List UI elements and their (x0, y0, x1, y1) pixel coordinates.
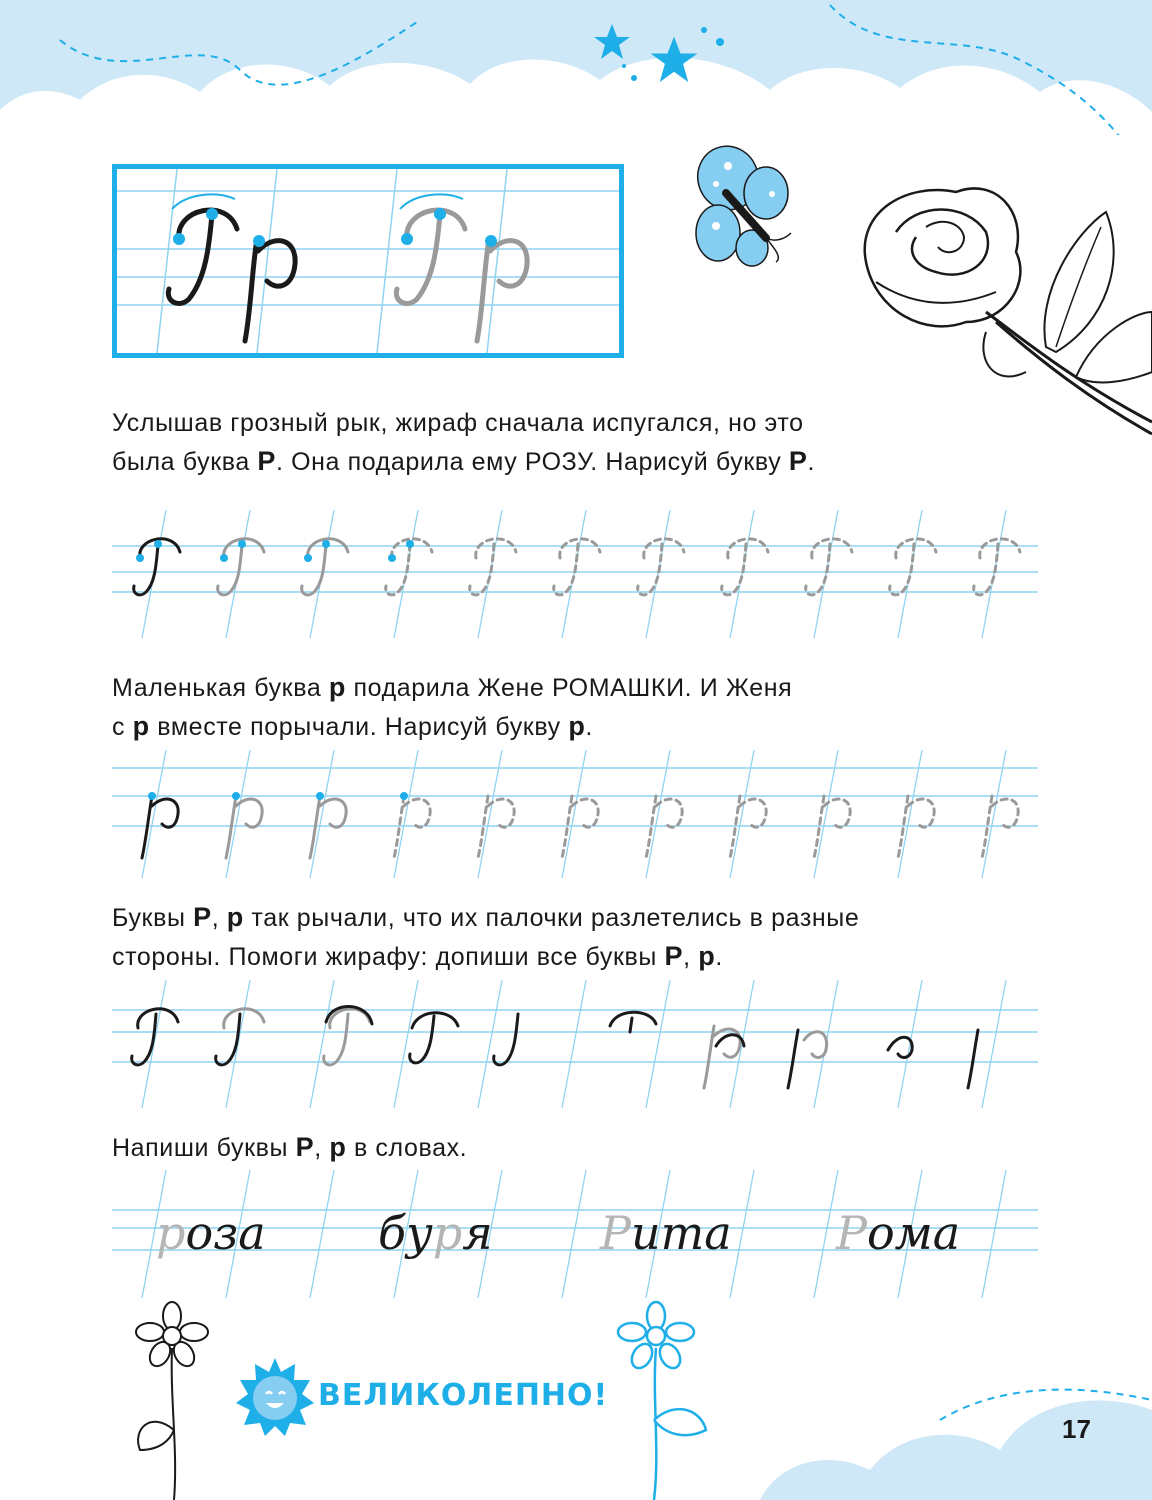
start-dot (232, 792, 240, 800)
words-line[interactable] (112, 1170, 1038, 1300)
praise-text: ВЕЛИКОЛЕПНО! (318, 1378, 609, 1413)
bold-letter: р (329, 1132, 347, 1162)
instruction-text: , (211, 904, 227, 932)
slant-line (646, 750, 670, 878)
slant-line (478, 750, 502, 878)
page-number: 17 (1062, 1414, 1091, 1444)
bold-letter: р (328, 672, 346, 702)
broken-letter-stroke (132, 1009, 178, 1065)
bold-letter: Р (257, 446, 276, 476)
slant-line (814, 510, 838, 638)
start-dot (304, 554, 312, 562)
traced-letter: Р (836, 1206, 867, 1260)
slant-line (562, 750, 586, 878)
slant-line (814, 1170, 838, 1298)
slant-line (982, 750, 1006, 878)
letter-sample-drawing (117, 169, 619, 353)
written-letters: я (462, 1206, 493, 1260)
bold-letter: р (698, 941, 716, 971)
slant-line (730, 510, 754, 638)
slant-line (226, 980, 250, 1108)
slant-line (142, 980, 166, 1108)
instruction-2 (112, 668, 792, 746)
word-burya (378, 1206, 493, 1260)
written-letters: оза (185, 1206, 266, 1260)
sun-icon (236, 1358, 314, 1436)
slant-line (394, 750, 418, 878)
slant-line (730, 1170, 754, 1298)
butterfly-icon (676, 138, 806, 273)
instruction-3 (112, 898, 859, 976)
start-dot (154, 540, 162, 548)
instruction-text: . (807, 448, 816, 476)
bold-letter: Р (788, 446, 808, 476)
start-dot (136, 554, 144, 562)
trace-letter-capital (890, 539, 936, 595)
slant-line (310, 750, 334, 878)
bottom-cloud (760, 1370, 1152, 1500)
bold-letter: Р (295, 1132, 315, 1162)
trace-letter-capital (638, 539, 684, 595)
trace-letter-capital (974, 539, 1020, 595)
slant-line (562, 510, 586, 638)
instruction-1 (112, 404, 815, 481)
instruction-4 (112, 1128, 467, 1167)
flower-icon (596, 1300, 716, 1500)
slant-line (898, 980, 922, 1108)
instruction-text: была буква (112, 448, 258, 476)
start-dot (388, 554, 396, 562)
start-dot (316, 792, 324, 800)
tracing-line-lowercase[interactable] (112, 750, 1038, 880)
instruction-text: Буквы (112, 904, 194, 932)
letter-sample-box (112, 164, 624, 358)
slant-line (730, 750, 754, 878)
traced-letter: р (432, 1206, 463, 1260)
trace-letter-capital (806, 539, 852, 595)
slant-line (814, 750, 838, 878)
traced-letter: р (156, 1206, 186, 1260)
instruction-text: . (585, 713, 593, 741)
start-dot (238, 540, 246, 548)
tracing-line-capital[interactable] (112, 510, 1038, 640)
bold-letter: р (132, 711, 150, 741)
written-letters: бу (378, 1206, 433, 1260)
broken-letter-stroke (788, 1030, 798, 1088)
bold-letter: р (226, 902, 244, 932)
slant-line (394, 980, 418, 1108)
instruction-text: так рычали, что их палочки разлетелись в разные (243, 904, 860, 932)
slant-line (478, 510, 502, 638)
slant-line (562, 1170, 586, 1298)
instruction-text: Напиши буквы (112, 1134, 296, 1162)
trace-letter-capital (554, 539, 600, 595)
slant-line (898, 510, 922, 638)
broken-letter-stroke (494, 1014, 518, 1065)
broken-letter-stroke (804, 1032, 827, 1058)
instruction-text: стороны. Помоги жирафу: допиши все буквы (112, 943, 665, 971)
instruction-text: Маленькая буква (112, 674, 329, 702)
bold-letter: р (568, 711, 586, 741)
slant-line (730, 980, 754, 1108)
instruction-text: подарила Жене РОМАШКИ. И Женя (345, 674, 793, 702)
instruction-text: , (683, 943, 699, 971)
word-rita (600, 1206, 732, 1260)
slant-line (478, 980, 502, 1108)
start-dot (148, 792, 156, 800)
broken-letter-stroke (968, 1030, 978, 1088)
slant-line (898, 750, 922, 878)
start-dot (406, 540, 414, 548)
instruction-text: вместе порычали. Нарисуй букву (149, 713, 569, 741)
slant-line (646, 980, 670, 1108)
start-dot (322, 540, 330, 548)
trace-letter-capital (722, 539, 768, 595)
slant-line (142, 750, 166, 878)
instruction-text: Услышав грозный рык, жираф сначала испугался, но это (112, 409, 804, 437)
broken-letter-stroke (216, 1014, 240, 1065)
broken-letter-stroke (324, 1009, 370, 1065)
top-cloud-banner (0, 0, 1152, 135)
slant-line (226, 750, 250, 878)
instruction-text: . (715, 943, 723, 971)
slant-line (982, 1170, 1006, 1298)
start-dot (220, 554, 228, 562)
word-roza (156, 1206, 266, 1260)
slant-line (394, 510, 418, 638)
bold-letter: Р (664, 941, 684, 971)
written-letters: ита (630, 1206, 732, 1260)
slant-line (982, 980, 1006, 1108)
broken-letter-stroke (610, 1012, 656, 1032)
slant-line (982, 510, 1006, 638)
word-roma (836, 1206, 960, 1260)
slant-line (310, 980, 334, 1108)
complete-letters-line[interactable] (112, 980, 1038, 1110)
broken-letter-stroke (410, 1013, 458, 1063)
slant-line (562, 980, 586, 1108)
start-dot (400, 792, 408, 800)
trace-letter-capital (470, 539, 516, 595)
instruction-text: в словах. (346, 1134, 468, 1162)
traced-letter: Р (600, 1206, 631, 1260)
instruction-text: . Она подарила ему РОЗУ. Нарисуй букву (276, 448, 789, 476)
slant-line (310, 1170, 334, 1298)
bold-letter: Р (193, 902, 212, 932)
broken-letter-stroke (888, 1037, 912, 1057)
instruction-text: , (314, 1134, 330, 1162)
flower-icon (120, 1300, 230, 1500)
written-letters: ома (866, 1206, 961, 1260)
rose-icon (846, 172, 1152, 442)
instruction-text: с (112, 713, 133, 741)
dots-decoration (620, 20, 730, 90)
slant-line (646, 510, 670, 638)
